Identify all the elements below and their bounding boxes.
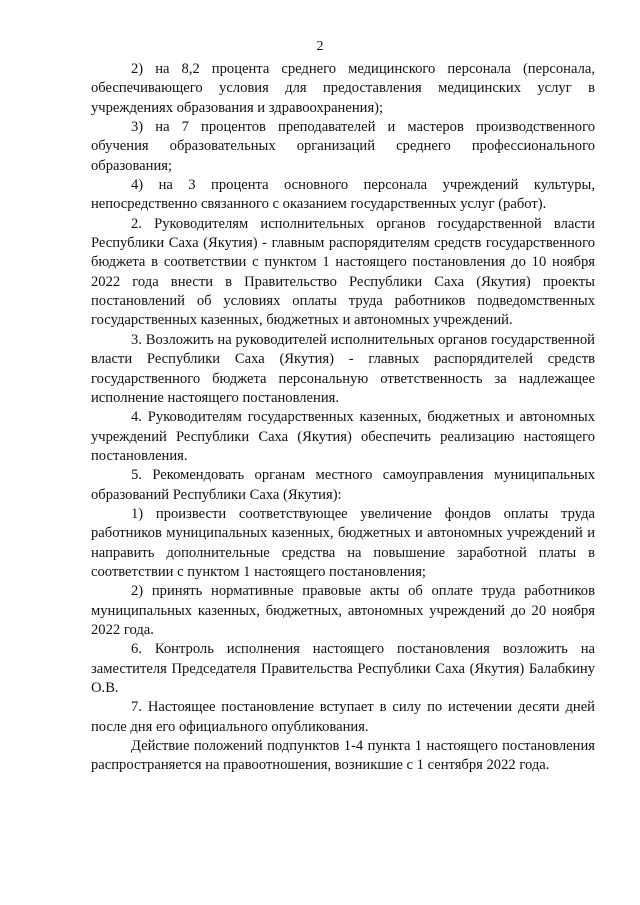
paragraph-item-2-medical-staff: 2) на 8,2 процента среднего медицинского персонала (персонала, обеспечивающего условия для предоставления медицинских услуг в учреждениях образования и здравоохранения);	[91, 61, 595, 116]
paragraph-clause-4: 4. Руководителям государственных казенных, бюджетных и автономных учреждений Республики Саха (Якутия) обеспечить реализацию настоящего постановления.	[91, 409, 595, 464]
page-number: 2	[316, 39, 324, 54]
paragraph-clause-6: 6. Контроль исполнения настоящего постановления возложить на заместителя Председателя Правительства Республики Саха (Якутия) Балабкину О.В.	[91, 641, 595, 696]
paragraph-clause-5-item-2: 2) принять нормативные правовые акты об оплате труда работников муниципальных казенных, бюджетных, автономных учреждений до 20 ноября 2022 года.	[91, 583, 595, 638]
paragraph-clause-7-effect: Действие положений подпунктов 1-4 пункта 1 настоящего постановления распространяется на правоотношения, возникшие с 1 сентября 2022 года.	[91, 738, 595, 774]
paragraph-clause-3: 3. Возложить на руководителей исполнительных органов государственной власти Республики Саха (Якутия) - главных распорядителей средств государственного бюджета персональную ответственность за надлежащее исполнение настоящего постановления.	[91, 331, 595, 406]
document-body	[91, 60, 595, 776]
paragraph-item-4-culture-staff: 4) на 3 процента основного персонала учреждений культуры, непосредственно связанного с оказанием государственных услуг (работ).	[91, 177, 595, 213]
paragraph-clause-7: 7. Настоящее постановление вступает в силу по истечении десяти дней после дня его официального опубликования.	[91, 699, 595, 735]
paragraph-item-3-teachers: 3) на 7 процентов преподавателей и мастеров производственного обучения образовательных организаций среднего профессионального образования;	[91, 119, 595, 174]
paragraph-clause-2: 2. Руководителям исполнительных органов государственной власти Республики Саха (Якутия) - главным распорядителям средств государственного бюджета в соответствии с пунктом 1 настоящего постановления до 10 ноября 2022 года внести в Правительство Республики Саха (Якутия) проекты постановлений об условиях оплаты труда работников подведомственных государственных казенных, бюджетных и автономных учреждений.	[91, 215, 595, 329]
paragraph-clause-5-item-1: 1) произвести соответствующее увеличение фондов оплаты труда работников муниципальных казенных, бюджетных и автономных учреждений и направить дополнительные средства на повышение заработной платы в соответствии с пунктом 1 настоящего постановления;	[91, 505, 595, 580]
paragraph-clause-5: 5. Рекомендовать органам местного самоуправления муниципальных образований Республики Саха (Якутия):	[91, 467, 595, 503]
